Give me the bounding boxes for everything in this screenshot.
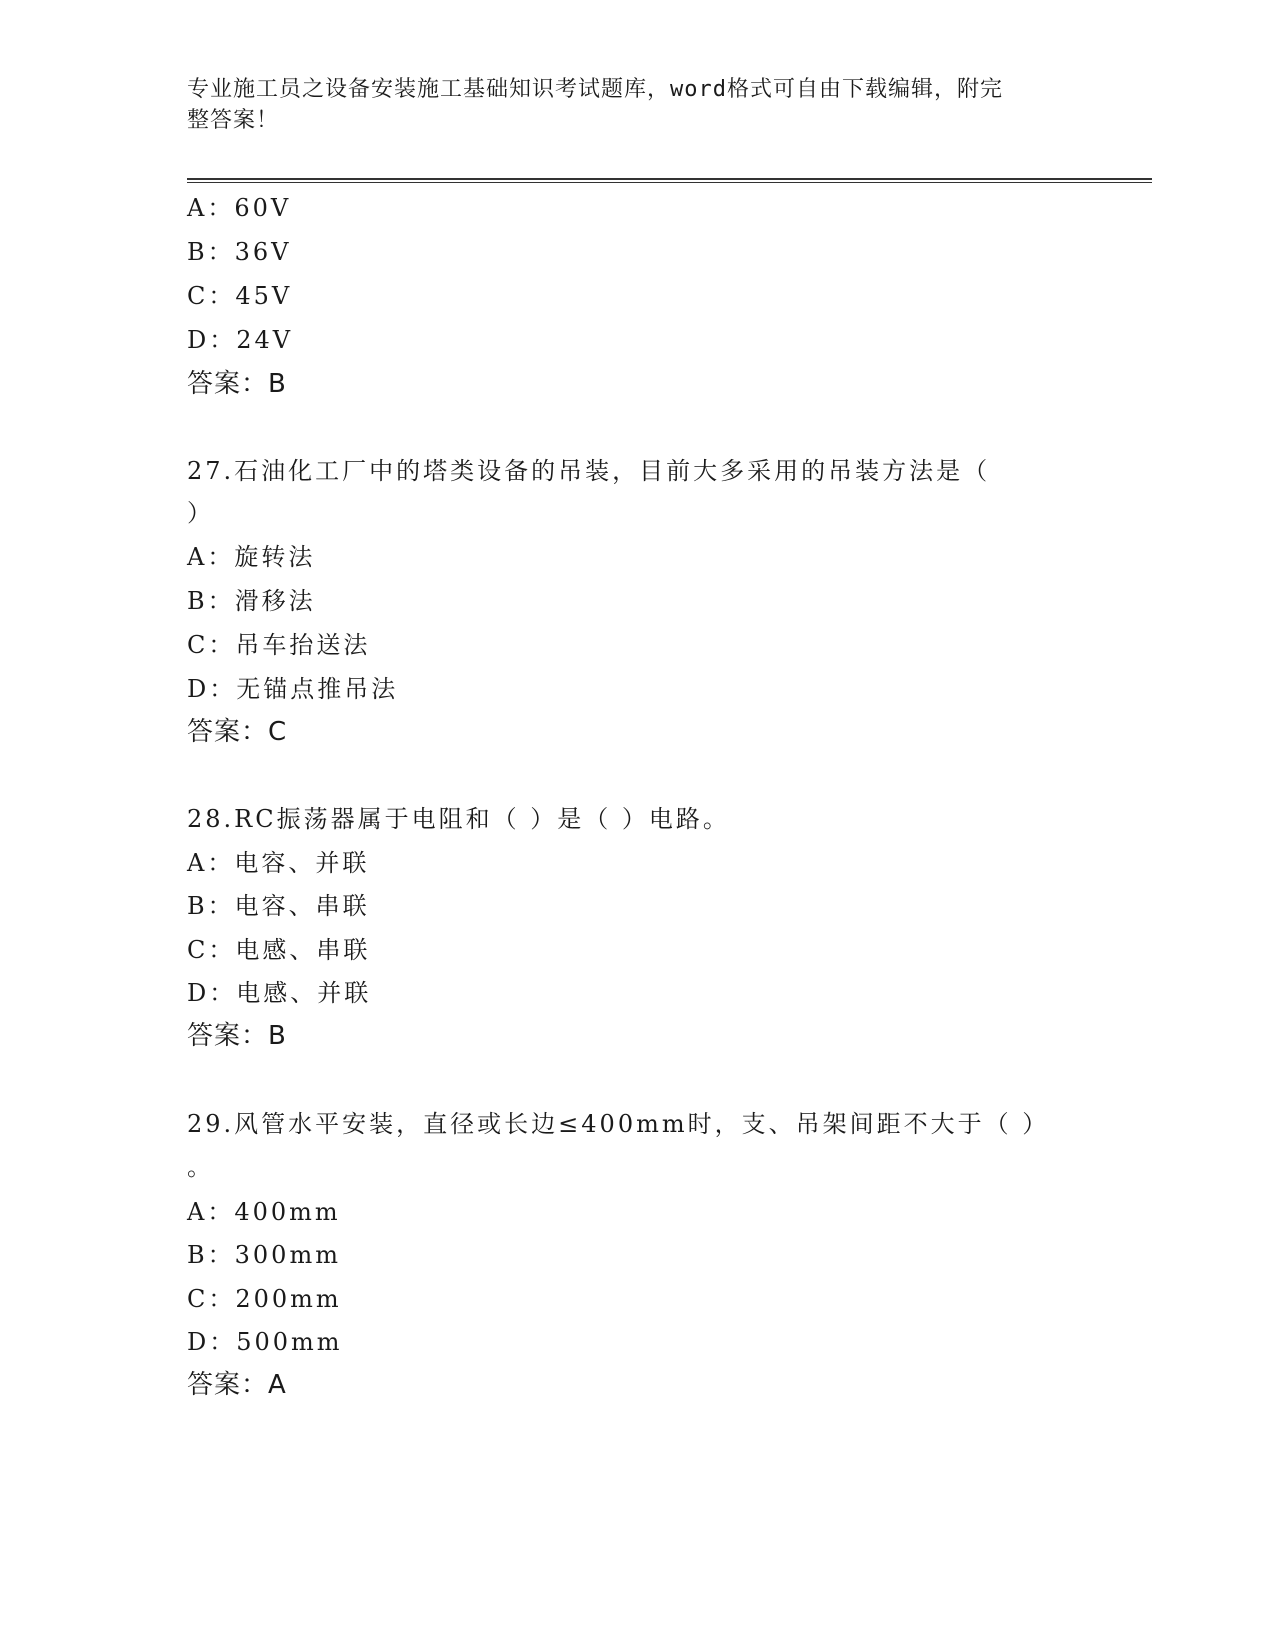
- q26-option-b: B：36V: [187, 238, 292, 266]
- q28-option-a: A：电容、并联: [187, 849, 370, 877]
- header-divider-thin: [187, 182, 1152, 183]
- q27-option-c: C：吊车抬送法: [187, 631, 371, 659]
- header-line-1: 专业施工员之设备安装施工基础知识考试题库，word格式可自由下载编辑，附完: [187, 77, 1003, 102]
- q27-option-b: B：滑移法: [187, 587, 316, 615]
- q26-option-c: C：45V: [187, 282, 293, 310]
- q27-answer: 答案：C: [187, 717, 288, 747]
- q29-option-b: B：300mm: [187, 1241, 341, 1269]
- q28-stem-line-1: 28.RC振荡器属于电阻和（ ）是（ ）电路。: [187, 805, 730, 833]
- q29-option-a: A：400mm: [187, 1198, 341, 1226]
- q27-option-d: D：无锚点推吊法: [187, 675, 399, 703]
- q28-option-c: C：电感、串联: [187, 936, 371, 964]
- q27-stem-line-1: 27.石油化工厂中的塔类设备的吊装，目前大多采用的吊装方法是（: [187, 457, 991, 485]
- q27-option-a: A：旋转法: [187, 543, 316, 571]
- q27-stem-line-2: ）: [187, 499, 214, 527]
- q26-option-d: D：24V: [187, 326, 294, 354]
- q26-answer: 答案：B: [187, 369, 287, 399]
- q26-option-a: A：60V: [187, 194, 292, 222]
- q28-option-d: D：电感、并联: [187, 979, 372, 1007]
- document-header: [187, 74, 1067, 136]
- q29-answer: 答案：A: [187, 1370, 287, 1400]
- q29-option-d: D：500mm: [187, 1328, 343, 1356]
- header-line-2: 整答案！: [187, 108, 280, 133]
- q28-answer: 答案：B: [187, 1021, 287, 1051]
- q29-stem-line-1: 29.风管水平安装，直径或长边≤400mm时，支、吊架间距不大于（ ）: [187, 1110, 1050, 1138]
- q29-option-c: C：200mm: [187, 1285, 342, 1313]
- q28-option-b: B：电容、串联: [187, 892, 370, 920]
- header-divider-thick: [187, 178, 1152, 180]
- q29-stem-line-2: 。: [187, 1153, 214, 1181]
